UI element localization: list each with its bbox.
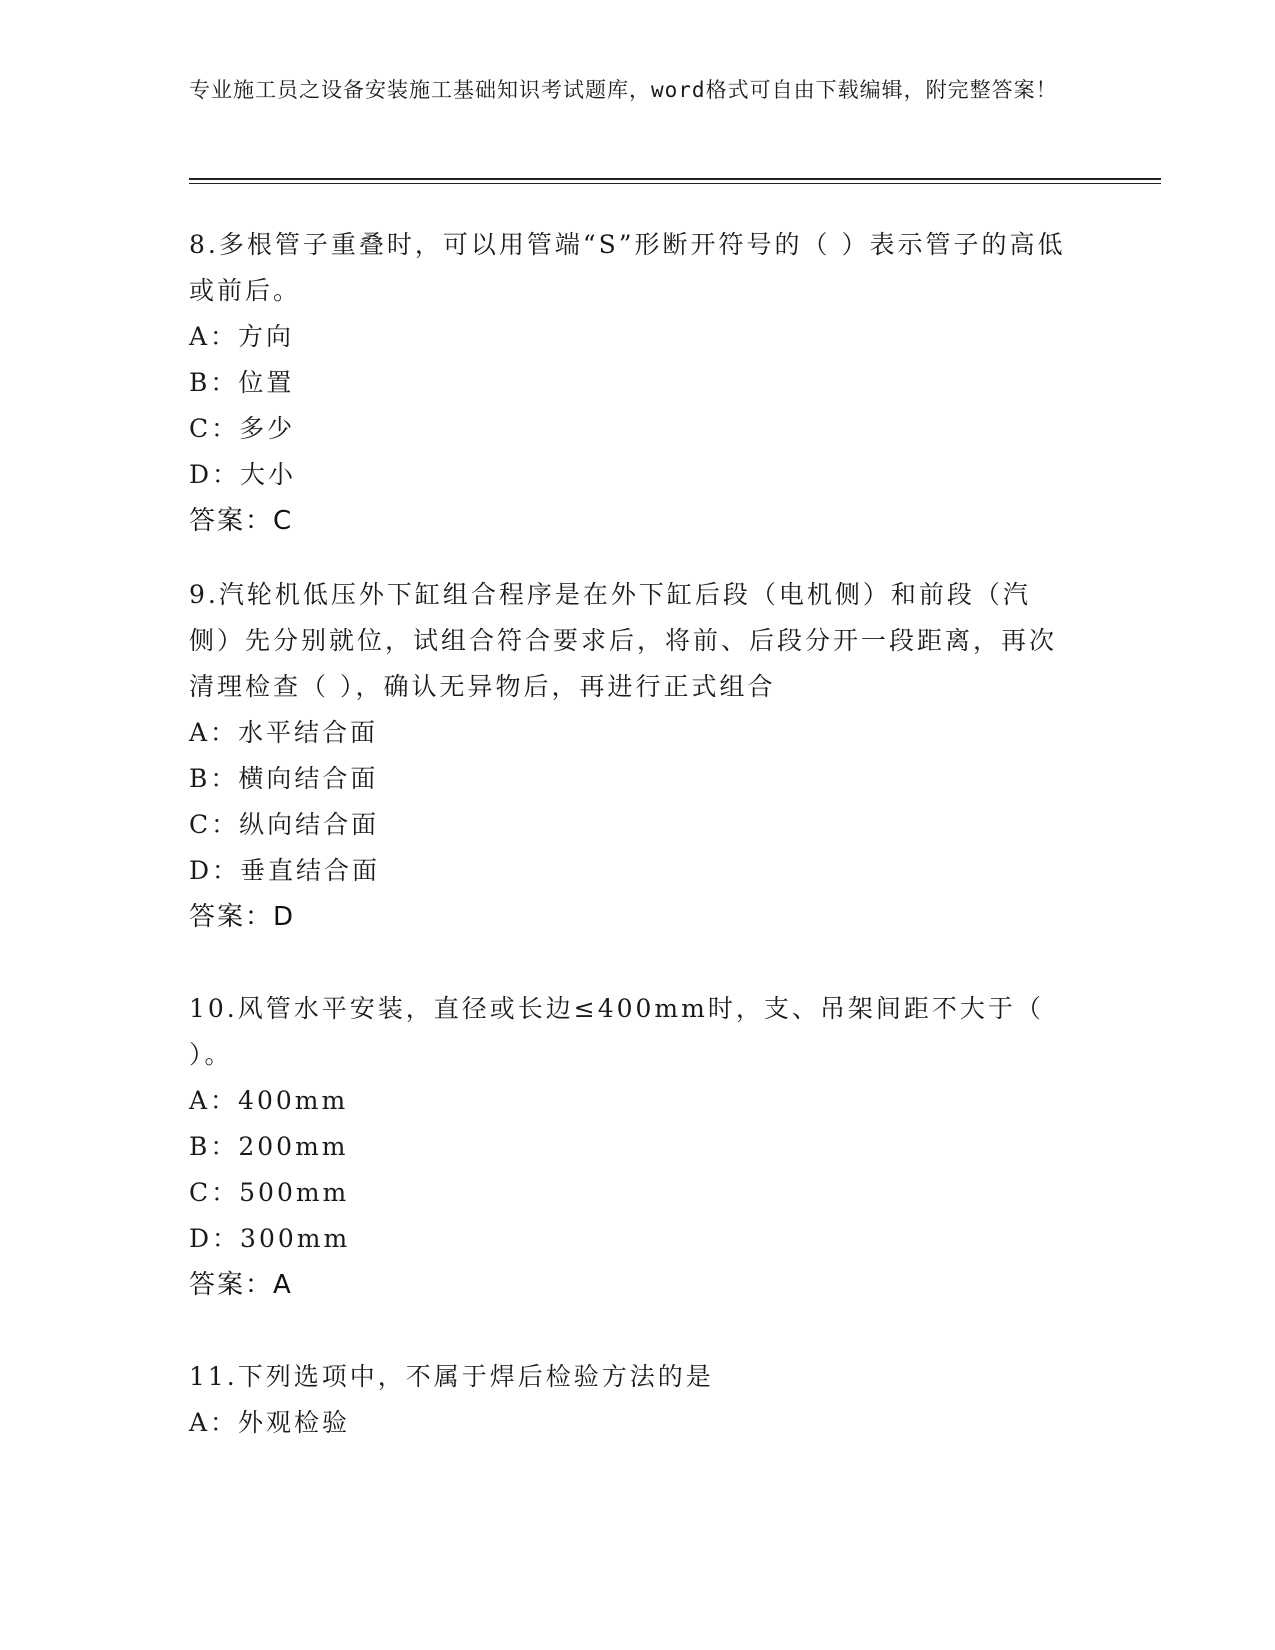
question-stem: 9.汽轮机低压外下缸组合程序是在外下缸后段（电机侧）和前段（汽侧）先分别就位，试组合符合要求后，将前、后段分开一段距离，再次清理检查（ ），确认无异物后，再进行正式组合 — [189, 580, 1058, 701]
header-divider — [189, 178, 1161, 184]
question-10 — [189, 986, 1069, 1308]
question-8 — [189, 222, 1069, 544]
option-b: B：200mm — [189, 1132, 349, 1161]
option-c: C：500mm — [189, 1178, 350, 1207]
question-stem: 8.多根管子重叠时，可以用管端“S”形断开符号的（ ）表示管子的高低或前后。 — [189, 230, 1066, 305]
option-d: D：大小 — [189, 460, 297, 489]
option-a: A：400mm — [189, 1086, 349, 1115]
question-11 — [189, 1354, 1069, 1446]
option-a: A：水平结合面 — [189, 718, 379, 747]
option-c: C：纵向结合面 — [189, 810, 380, 839]
option-a: A：外观检验 — [189, 1408, 351, 1437]
question-9 — [189, 572, 1069, 940]
option-b: B：位置 — [189, 368, 295, 397]
document-header: 专业施工员之设备安装施工基础知识考试题库，word格式可自由下载编辑，附完整答案！ — [189, 78, 1058, 102]
answer: 答案：D — [189, 902, 296, 932]
question-stem: 10.风管水平安装，直径或长边≤400mm时，支、吊架间距不大于（ ）。 — [189, 994, 1044, 1069]
answer: 答案：C — [189, 506, 294, 536]
option-c: C：多少 — [189, 414, 296, 443]
option-a: A：方向 — [189, 322, 295, 351]
option-b: B：横向结合面 — [189, 764, 379, 793]
answer: 答案：A — [189, 1270, 293, 1300]
option-d: D：300mm — [189, 1224, 351, 1253]
question-stem: 11.下列选项中，不属于焊后检验方法的是 — [189, 1362, 714, 1391]
option-d: D：垂直结合面 — [189, 856, 381, 885]
